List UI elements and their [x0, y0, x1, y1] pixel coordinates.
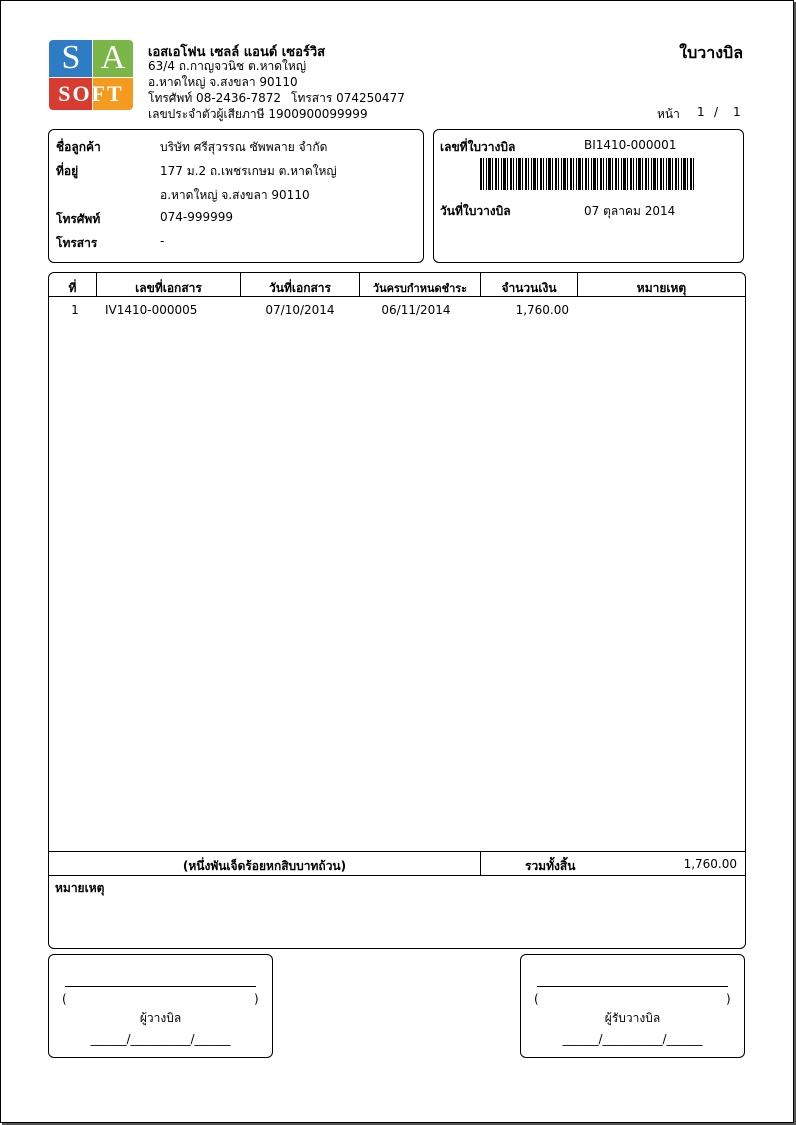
- header-doc-date: วันที่เอกสาร: [269, 281, 331, 295]
- amount-in-words: (หนึ่งพันเจ็ดร้อยหกสิบบาทถ้วน): [182, 859, 347, 873]
- billing-box: [433, 129, 744, 263]
- signature-line: [537, 986, 728, 987]
- company-fax: โทรสาร 074250477: [291, 91, 405, 105]
- customer-phone: 074-999999: [160, 210, 234, 224]
- items-table: [48, 272, 746, 949]
- biller-label: ผู้วางบิล: [139, 1011, 182, 1025]
- header-amount: จำนวนเงิน: [501, 281, 557, 295]
- cell-doc-number: IV1410-000005: [105, 303, 198, 317]
- signature-box-biller: [48, 954, 273, 1058]
- customer-phone-label: โทรศัพท์: [56, 212, 101, 226]
- biller-date-line: ______/__________/______: [90, 1032, 231, 1046]
- customer-name: บริษัท ศรีสุวรรณ ซัพพลาย จำกัด: [160, 140, 328, 154]
- company-address-line1: 63/4 ถ.กาญจวนิช ต.หาดใหญ่: [148, 59, 307, 73]
- receiver-label: ผู้รับวางบิล: [604, 1011, 661, 1025]
- logo-letter-s: S: [61, 39, 81, 76]
- cell-no: 1: [71, 303, 79, 317]
- signature-box-receiver: [520, 954, 745, 1058]
- total-label: รวมทั้งสิ้น: [525, 859, 576, 873]
- open-paren: (: [62, 992, 67, 1006]
- header-doc-number: เลขที่เอกสาร: [135, 281, 202, 295]
- page-current: 1: [697, 105, 705, 119]
- receiver-date-line: ______/__________/______: [562, 1032, 703, 1046]
- header-remark: หมายเหตุ: [636, 281, 687, 295]
- customer-fax-label: โทรสาร: [56, 236, 98, 250]
- billing-date-label: วันที่ใบวางบิล: [440, 204, 511, 218]
- close-paren: ): [254, 992, 259, 1006]
- customer-fax: -: [160, 234, 165, 248]
- close-paren: ): [726, 992, 731, 1006]
- total-value: 1,760.00: [683, 857, 737, 871]
- logo-word-soft: SOFT: [58, 81, 124, 106]
- barcode-image: [480, 158, 694, 190]
- page-total: 1: [733, 105, 741, 119]
- company-address-line2: อ.หาดใหญ่ จ.สงขลา 90110: [148, 75, 298, 89]
- customer-name-label: ชื่อลูกค้า: [56, 140, 101, 154]
- cell-doc-date: 07/10/2014: [265, 303, 335, 317]
- customer-address-label: ที่อยู่: [56, 164, 79, 178]
- page-label: หน้า: [657, 107, 680, 121]
- billing-number-label: เลขที่ใบวางบิล: [440, 140, 516, 154]
- open-paren: (: [534, 992, 539, 1006]
- customer-box: [48, 129, 424, 263]
- signature-line: [65, 986, 256, 987]
- cell-amount: 1,760.00: [515, 303, 569, 317]
- company-logo: [48, 39, 138, 113]
- remarks-label: หมายเหตุ: [55, 881, 105, 895]
- company-name: เอสเอโฟน เซลล์ แอนด์ เซอร์วิส: [148, 45, 326, 60]
- cell-due-date: 06/11/2014: [381, 303, 451, 317]
- billing-date: 07 ตุลาคม 2014: [584, 204, 676, 218]
- customer-address-line1: 177 ม.2 ถ.เพชรเกษม ต.หาดใหญ่: [160, 164, 337, 178]
- billing-number: BI1410-000001: [584, 138, 677, 152]
- header-due-date: วันครบกำหนดชำระ: [372, 282, 468, 295]
- page-separator: /: [714, 105, 719, 119]
- company-phone: โทรศัพท์ 08-2436-7872: [148, 91, 282, 105]
- customer-address-line2: อ.หาดใหญ่ จ.สงขลา 90110: [160, 188, 310, 202]
- header-no: ที่: [68, 281, 77, 295]
- document-title: ใบวางบิล: [679, 43, 743, 62]
- company-tax-id: เลขประจำตัวผู้เสียภาษี 1900900099999: [148, 107, 368, 121]
- logo-letter-a: A: [100, 39, 126, 76]
